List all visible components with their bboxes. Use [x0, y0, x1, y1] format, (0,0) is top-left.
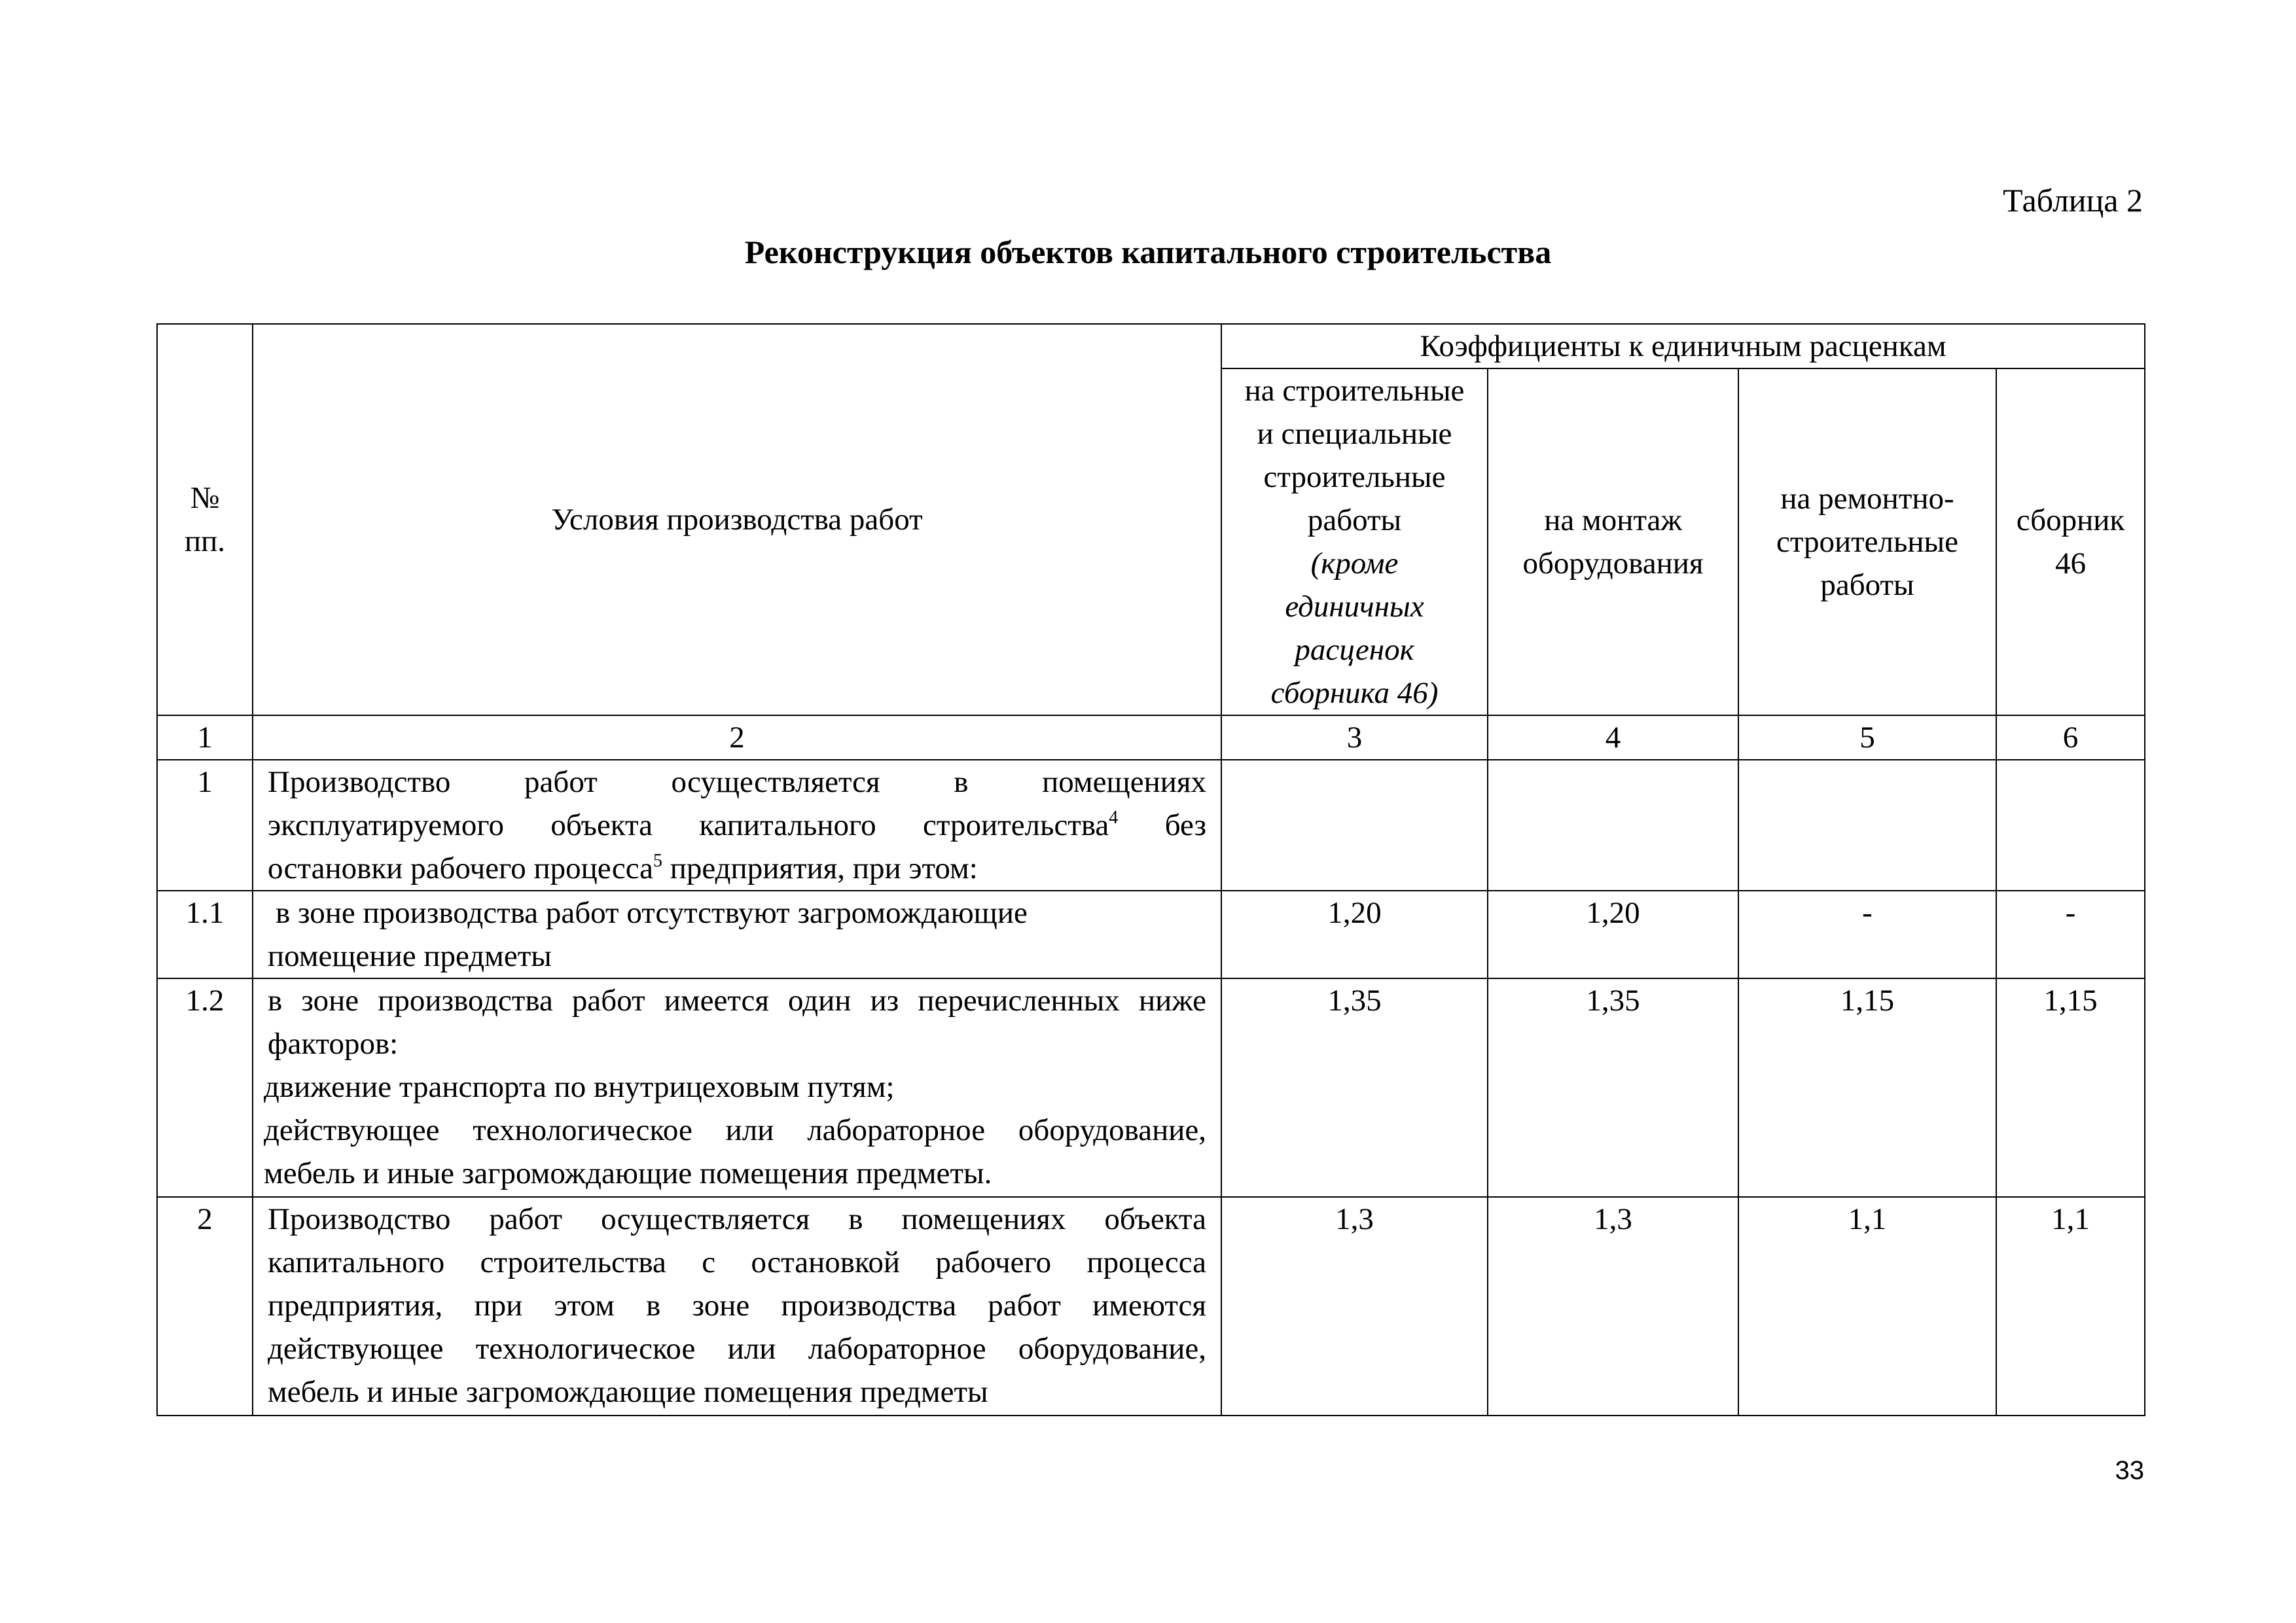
row-value-repair: 1,1 [1738, 1197, 1996, 1416]
column-number: 1 [157, 715, 253, 760]
column-number: 3 [1221, 715, 1488, 760]
table-row [157, 760, 2145, 891]
row-conditions-line: факторов: [268, 1027, 399, 1061]
header-col-construction [1221, 368, 1488, 715]
header-col-collection46 [1996, 368, 2145, 715]
table-row [157, 891, 2145, 978]
row-conditions-line: движение транспорта по внутрицеховым путям; [264, 1070, 895, 1104]
header-col-construction-line: и специальные [1257, 417, 1452, 451]
row-value-construction [1221, 760, 1488, 891]
coefficients-table [156, 323, 2145, 1416]
header-col-installation-line: на монтаж [1544, 503, 1682, 537]
header-row-group [157, 324, 2145, 368]
column-number: 5 [1738, 715, 1996, 760]
row-number: 1 [157, 760, 253, 891]
footnote-ref: 5 [653, 851, 662, 871]
row-number: 2 [157, 1197, 253, 1416]
row-conditions-line: Производство работ осуществляется в помещениях объекта [268, 1202, 1206, 1236]
row-conditions-text: предприятия, при этом: [670, 851, 978, 885]
row-value-repair [1738, 760, 1996, 891]
row-conditions-line: мебель и иные загромождающие помещения предметы [268, 1375, 988, 1409]
header-col-construction-note: сборника 46) [1270, 676, 1439, 710]
row-conditions [253, 760, 1221, 891]
row-value-installation: 1,35 [1488, 978, 1738, 1197]
header-col-repair-line: работы [1820, 568, 1914, 602]
row-value-construction: 1,20 [1221, 891, 1488, 978]
header-col-repair [1738, 368, 1996, 715]
row-conditions [253, 891, 1221, 978]
row-value-collection46 [1996, 760, 2145, 891]
row-value-installation [1488, 760, 1738, 891]
row-conditions-line: в зоне производства работ имеется один из перечисленных ниже [268, 984, 1206, 1018]
row-conditions-line: помещение предметы [268, 939, 552, 973]
row-conditions-line: капитального строительства с остановкой рабочего процесса [268, 1245, 1206, 1279]
header-col-construction-line: на строительные [1244, 374, 1465, 408]
row-conditions [253, 1197, 1221, 1416]
row-conditions-text: остановки рабочего процесса [268, 851, 653, 885]
row-conditions-line: действующее технологическое или лабораторное оборудование, [268, 1332, 1206, 1366]
page-number: 33 [2115, 1456, 2144, 1485]
header-num-abbr: пп. [184, 524, 226, 558]
row-value-repair: - [1738, 891, 1996, 978]
header-num-symbol: № [190, 481, 220, 515]
row-conditions-line: в зоне производства работ отсутствуют загромождающие [276, 896, 1028, 930]
row-value-repair: 1,15 [1738, 978, 1996, 1197]
row-conditions-line: Производство работ осуществляется в помещениях [268, 765, 1206, 799]
row-conditions-line: действующее технологическое или лабораторное оборудование, [264, 1113, 1206, 1147]
header-conditions: Условия производства работ [253, 324, 1221, 715]
row-conditions-text: эксплуатируемого объекта капитального строительства [268, 808, 1109, 842]
header-col-installation-line: оборудования [1522, 546, 1704, 580]
row-number: 1.2 [157, 978, 253, 1197]
table-row [157, 978, 2145, 1197]
footnote-ref: 4 [1109, 808, 1119, 828]
row-number: 1.1 [157, 891, 253, 978]
row-conditions-line: предприятия, при этом в зоне производства работ имеются [268, 1289, 1206, 1323]
table-label: Таблица 2 [2003, 182, 2143, 219]
header-num [157, 324, 253, 715]
row-conditions-line [268, 847, 1206, 890]
header-col-collection46-line: 46 [2055, 546, 2086, 580]
header-col-construction-note: единичных [1285, 590, 1424, 624]
row-value-installation: 1,3 [1488, 1197, 1738, 1416]
row-value-collection46: 1,15 [1996, 978, 2145, 1197]
row-conditions-line [268, 804, 1206, 847]
header-col-repair-line: строительные [1776, 525, 1958, 559]
row-conditions-line: мебель и иные загромождающие помещения предметы. [264, 1156, 992, 1190]
header-col-installation [1488, 368, 1738, 715]
column-number: 4 [1488, 715, 1738, 760]
header-coefficients-group: Коэффициенты к единичным расценкам [1221, 324, 2145, 368]
table-row [157, 1197, 2145, 1416]
row-value-construction: 1,35 [1221, 978, 1488, 1197]
header-col-construction-line: работы [1307, 503, 1402, 537]
page-title: Реконструкция объектов капитального строительства [744, 234, 1552, 270]
row-value-collection46: 1,1 [1996, 1197, 2145, 1416]
column-number: 2 [253, 715, 1221, 760]
row-value-installation: 1,20 [1488, 891, 1738, 978]
column-number: 6 [1996, 715, 2145, 760]
row-value-collection46: - [1996, 891, 2145, 978]
header-col-collection46-line: сборник [2016, 503, 2125, 537]
row-conditions-text: без [1164, 808, 1207, 842]
header-col-construction-note: (кроме [1310, 546, 1399, 580]
header-col-construction-line: строительные [1263, 460, 1446, 494]
column-number-row [157, 715, 2145, 760]
row-conditions [253, 978, 1221, 1197]
header-col-construction-note: расценок [1295, 633, 1414, 667]
row-value-construction: 1,3 [1221, 1197, 1488, 1416]
header-col-repair-line: на ремонтно- [1780, 482, 1954, 516]
